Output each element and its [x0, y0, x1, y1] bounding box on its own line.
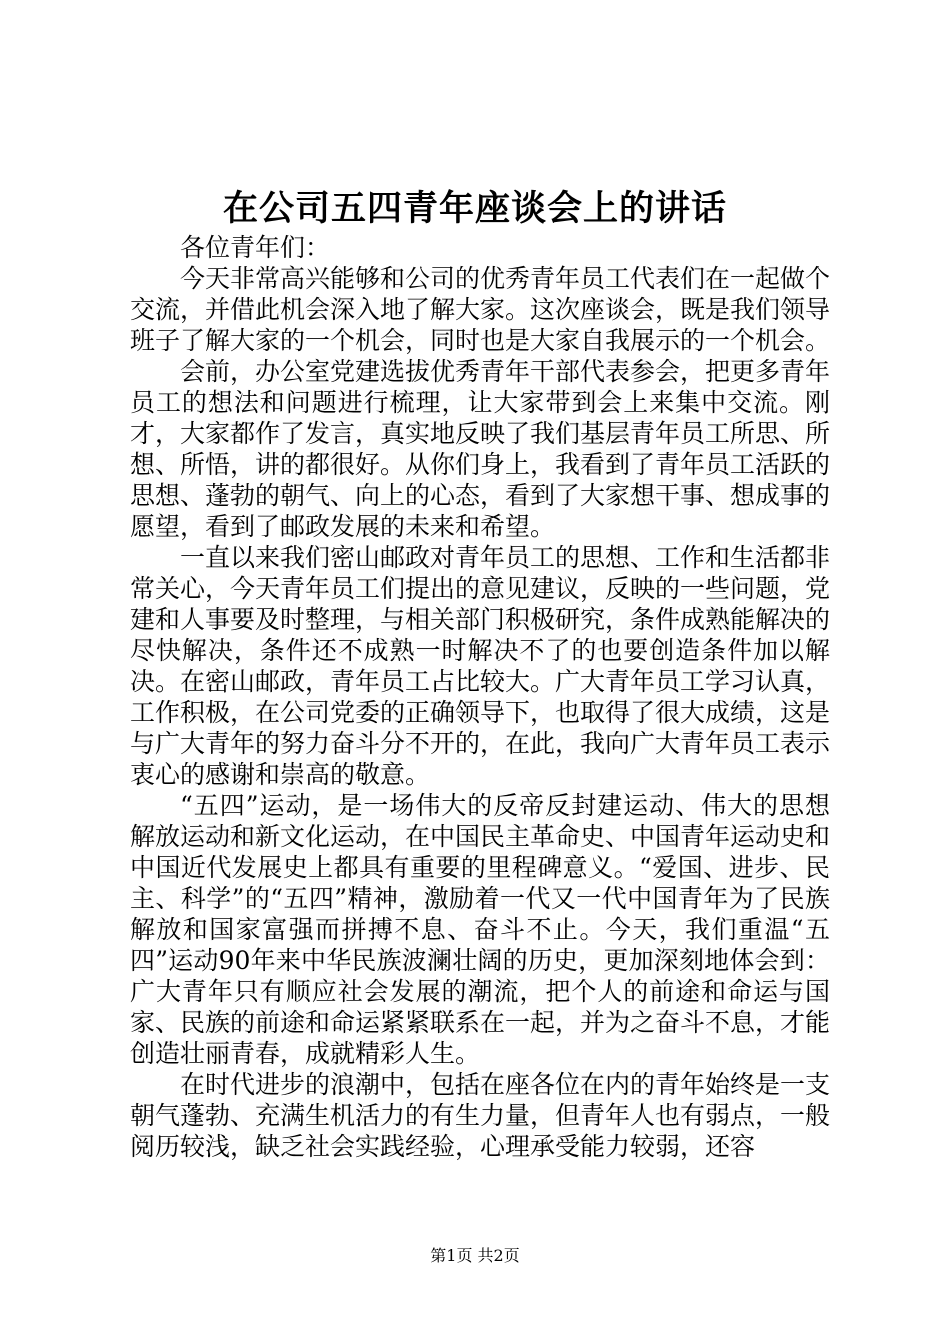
paragraph: 在时代进步的浪潮中，包括在座各位在内的青年始终是一支朝气蓬勃、充满生机活力的有生力量，但青年人也有弱点，一般阅历较浅，缺乏社会实践经验，心理承受能力较弱，还容	[130, 1070, 831, 1161]
salutation: 各位青年们：	[180, 233, 331, 262]
page-number-footer: 第1页 共2页	[430, 1246, 520, 1265]
paragraph: 一直以来我们密山邮政对青年员工的思想、工作和生活都非常关心，今天青年员工们提出的意见建议，反映的一些问题，党建和人事要及时整理，与相关部门积极研究，条件成熟能解决的尽快解决，条件还不成熟一时解决不了的也要创造条件加以解决。在密山邮政，青年员工占比较大。广大青年员工学习认真，工作积极，在公司党委的正确领导下，也取得了很大成绩，这是与广大青年的努力奋斗分不开的，在此，我向广大青年员工表示衷心的感谢和崇高的敬意。	[130, 543, 831, 789]
document-body	[130, 232, 830, 1162]
paragraph: 今天非常高兴能够和公司的优秀青年员工代表们在一起做个交流，并借此机会深入地了解大家。这次座谈会，既是我们领导班子了解大家的一个机会，同时也是大家自我展示的一个机会。	[130, 264, 831, 355]
document-title: 在公司五四青年座谈会上的讲话	[222, 188, 727, 229]
paragraph: 会前，办公室党建选拔优秀青年干部代表参会，把更多青年员工的想法和问题进行梳理，让大家带到会上来集中交流。刚才，大家都作了发言，真实地反映了我们基层青年员工所思、所想、所悟，讲的都很好。从你们身上，我看到了青年员工活跃的思想、蓬勃的朝气、向上的心态，看到了大家想干事、想成事的愿望，看到了邮政发展的未来和希望。	[130, 357, 831, 541]
paragraph: “五四”运动，是一场伟大的反帝反封建运动、伟大的思想解放运动和新文化运动，在中国民主革命史、中国青年运动史和中国近代发展史上都具有重要的里程碑意义。“爱国、进步、民主、科学”的“五四”精神，激励着一代又一代中国青年为了民族解放和国家富强而拼搏不息、奋斗不止。今天，我们重温“五四”运动90年来中华民族波澜壮阔的历史，更加深刻地体会到：广大青年只有顺应社会发展的潮流，把个人的前途和命运与国家、民族的前途和命运紧紧联系在一起，并为之奋斗不息，才能创造壮丽青春，成就精彩人生。	[130, 791, 831, 1068]
